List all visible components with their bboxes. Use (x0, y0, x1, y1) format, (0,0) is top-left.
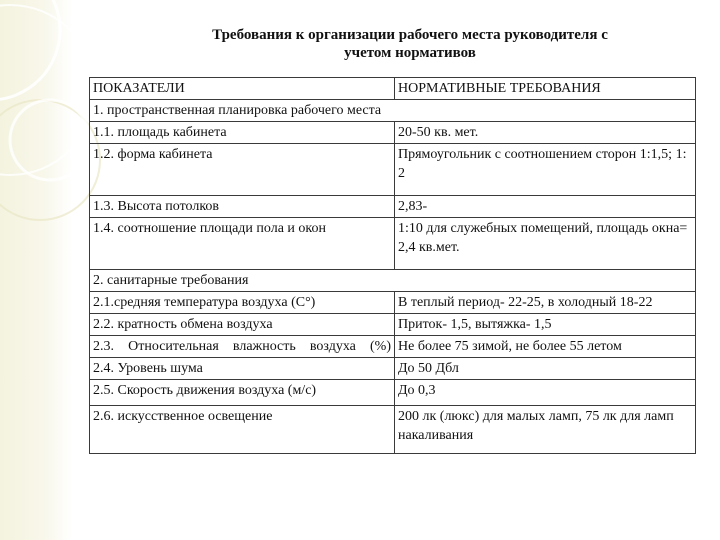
value-cell: Не более 75 зимой, не более 55 летом (395, 336, 696, 358)
table-row (90, 314, 696, 336)
param-cell: 1.4. соотношение площади пола и окон (90, 218, 395, 270)
param-cell: 1.2. форма кабинета (90, 144, 395, 196)
param-cell: 2.3. Относительная влажность воздуха (%) (90, 336, 395, 358)
value-cell: В теплый период- 22-25, в холодный 18-22 (395, 292, 696, 314)
value-cell: До 0,3 (395, 380, 696, 406)
table-row (90, 358, 696, 380)
section-title-2: 2. санитарные требования (90, 270, 696, 292)
section-title-1: 1. пространственная планировка рабочего места (90, 100, 696, 122)
value-cell: 1:10 для служебных помещений, площадь окна= 2,4 кв.мет. (395, 218, 696, 270)
title-line-2: учетом нормативов (344, 45, 476, 61)
table-row (90, 196, 696, 218)
param-cell: 1.3. Высота потолков (90, 196, 395, 218)
value-cell: Прямоугольник с соотношением сторон 1:1,5; 1: 2 (395, 144, 696, 196)
param-cell: 2.6. искусственное освещение (90, 406, 395, 454)
table-row (90, 292, 696, 314)
value-cell: 2,83- (395, 196, 696, 218)
table-row (90, 406, 696, 454)
page-title (150, 26, 670, 62)
table-row (90, 336, 696, 358)
section-row (90, 100, 696, 122)
value-cell: До 50 Дбл (395, 358, 696, 380)
requirements-table (89, 77, 696, 454)
title-line-1: Требования к организации рабочего места руководителя с (212, 27, 608, 43)
table-row (90, 380, 696, 406)
table-header-row (90, 78, 696, 100)
header-norms: НОРМАТИВНЫЕ ТРЕБОВАНИЯ (395, 78, 696, 100)
param-cell: 2.4. Уровень шума (90, 358, 395, 380)
value-cell: 200 лк (люкс) для малых ламп, 75 лк для ламп накаливания (395, 406, 696, 454)
table-row (90, 122, 696, 144)
param-cell: 1.1. площадь кабинета (90, 122, 395, 144)
table-row (90, 218, 696, 270)
table-row (90, 144, 696, 196)
param-cell: 2.2. кратность обмена воздуха (90, 314, 395, 336)
param-cell: 2.5. Скорость движения воздуха (м/с) (90, 380, 395, 406)
value-cell: Приток- 1,5, вытяжка- 1,5 (395, 314, 696, 336)
value-cell: 20-50 кв. мет. (395, 122, 696, 144)
header-indicators: ПОКАЗАТЕЛИ (90, 78, 395, 100)
param-cell: 2.1.средняя температура воздуха (С°) (90, 292, 395, 314)
section-row (90, 270, 696, 292)
